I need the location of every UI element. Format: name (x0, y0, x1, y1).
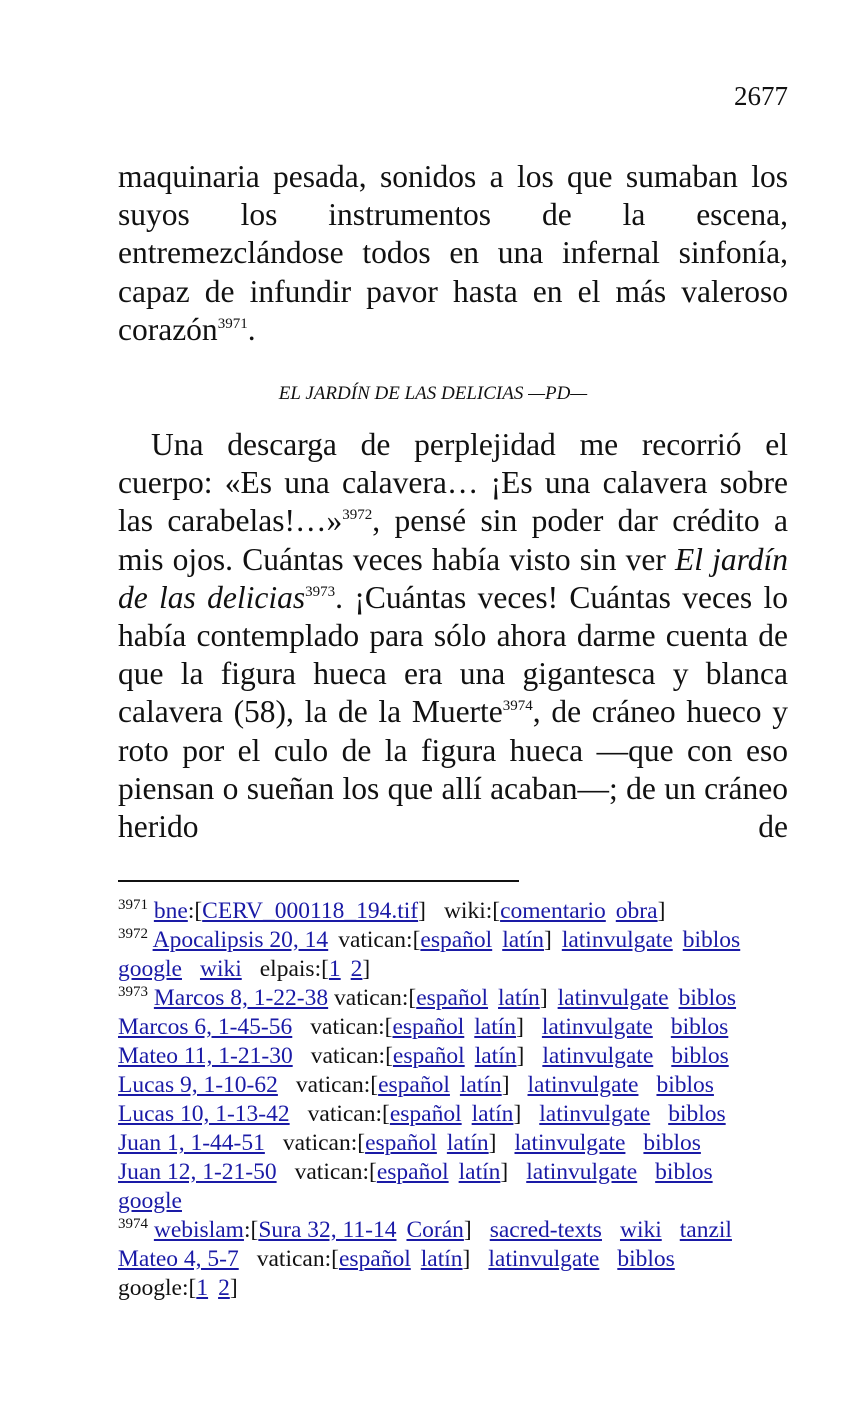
footnote-separator (118, 880, 519, 882)
wiki-link[interactable]: wiki (199, 956, 242, 982)
latinvulgate-link[interactable]: latinvulgate (527, 1072, 639, 1098)
bible-ref-link[interactable]: Juan 12, 1-21-50 (118, 1159, 277, 1185)
latinvulgate-link[interactable]: latinvulgate (557, 985, 669, 1011)
vatican-label: vatican:[ (334, 985, 417, 1011)
vatican-label: vatican:[ (338, 927, 421, 953)
paragraph-2-part-1: Una descarga de perplejidad me recorrió el cuerpo: «Es una calavera… ¡Es una calavera sobre las carabelas!…» (118, 427, 788, 539)
latin-link[interactable]: latín (471, 1101, 514, 1127)
footnote-3972: $^{3972}$ Apocalipsis 20, 14 vatican:[español latín] latinvulgate biblos google wiki elpais:[1 2] (118, 926, 741, 982)
latinvulgate-link[interactable]: latinvulgate (542, 1043, 654, 1069)
elpais-label: elpais:[ (259, 956, 329, 982)
google-link[interactable]: google (118, 1188, 182, 1214)
paragraph-2 (118, 426, 788, 846)
latinvulgate-link[interactable]: latinvulgate (541, 1014, 653, 1040)
bne-link[interactable]: bne (153, 898, 188, 924)
paragraph-1-text: maquinaria pesada, sonidos a los que sumaban los suyos los instrumentos de la escena, entremezclándose todos en una infernal sinfonía, capaz de infundir pavor hasta en el más valeroso corazón (118, 159, 788, 347)
biblos-link[interactable]: biblos (655, 1159, 713, 1185)
vatican-label: vatican:[ (310, 1014, 393, 1040)
vatican-label: vatican:[ (294, 1159, 377, 1185)
footnote-number: 3972 (118, 926, 148, 942)
vatican-label: vatican:[ (295, 1072, 379, 1098)
google-link-1[interactable]: 1 (196, 1275, 209, 1301)
webislam-link[interactable]: webislam (153, 1217, 244, 1243)
sacred-texts-link[interactable]: sacred-texts (489, 1217, 602, 1243)
espanol-link[interactable]: español (392, 1014, 465, 1040)
latin-link[interactable]: latín (498, 985, 540, 1011)
tanzil-link[interactable]: tanzil (679, 1217, 732, 1243)
espanol-link[interactable]: español (378, 1072, 450, 1098)
footnote-3973: $^{3973}$ Marcos 8, 1-22-38 vatican:[español latín] latinvulgate biblos Marcos 6, 1-45-56 vatican:[español latín] latinvulgate biblos Mateo 11, 1-21-30 vatican:[español latín] latinvulgate biblos Lucas 9, 1-10-62 vatican:[español latín] latinvulgate biblos Lucas 10, 1-13-42 vatican:[español latín] latinvulgate biblos Juan 1, 1-44-51 vatican:[español latín] latinvulgate biblos Juan 12, 1-21-50 vatican:[español latín] latinvulgate biblos google (118, 984, 737, 1214)
espanol-link[interactable]: español (392, 1043, 465, 1069)
elpais-link-2[interactable]: 2 (350, 956, 363, 982)
latinvulgate-link[interactable]: latinvulgate (526, 1159, 638, 1185)
biblos-link[interactable]: biblos (668, 1101, 726, 1127)
footnote-ref-3973[interactable]: 3973 (305, 583, 336, 600)
bible-ref-link[interactable]: Apocalipsis 20, 14 (152, 927, 329, 953)
google-link[interactable]: google (118, 956, 182, 982)
latin-link[interactable]: latín (446, 1130, 489, 1156)
espanol-link[interactable]: español (416, 985, 489, 1011)
wiki-label: wiki:[ (443, 898, 501, 924)
footnote-ref-3972[interactable]: 3972 (342, 507, 373, 524)
biblos-link[interactable]: biblos (682, 927, 741, 953)
footnote-ref-3971[interactable]: 3971 (217, 315, 248, 332)
paragraph-1 (118, 158, 788, 349)
espanol-link[interactable]: español (420, 927, 493, 953)
bible-ref-link[interactable]: Lucas 10, 1-13-42 (118, 1101, 290, 1127)
artwork-title: El jardín de las delicias (118, 541, 788, 615)
latin-link[interactable]: latín (458, 1159, 501, 1185)
vatican-label: vatican:[ (307, 1101, 390, 1127)
biblos-link[interactable]: biblos (671, 1043, 729, 1069)
paragraph-2-part-2: , pensé sin poder dar crédito a mis ojos. Cuántas veces había visto sin ver (118, 503, 788, 577)
biblos-link[interactable]: biblos (617, 1246, 675, 1272)
latin-link[interactable]: latín (474, 1014, 517, 1040)
sura-link[interactable]: Sura 32, 11-14 (258, 1217, 397, 1243)
footnote-3971: $^{3971}$ bne:[CERV_000118_194.tif] wiki:[comentario obra] (118, 897, 666, 924)
footnote-number: 3974 (118, 1216, 148, 1232)
paragraph-2-part-3: . ¡Cuántas veces! Cuántas veces lo había contemplado para sólo ahora darme cuenta de que la figura hueca era una gigantesca y blanca calavera (58), la de la Muerte (118, 579, 788, 730)
latinvulgate-link[interactable]: latinvulgate (539, 1101, 651, 1127)
footnote-number: 3973 (118, 984, 148, 1000)
espanol-link[interactable]: español (338, 1246, 411, 1272)
latinvulgate-link[interactable]: latinvulgate (488, 1246, 600, 1272)
bible-ref-link[interactable]: Marcos 6, 1-45-56 (118, 1014, 293, 1040)
bible-ref-link[interactable]: Marcos 8, 1-22-38 (153, 985, 329, 1011)
bible-ref-link[interactable]: Mateo 4, 5-7 (118, 1246, 239, 1272)
tif-link[interactable]: CERV_000118_194.tif (202, 898, 419, 924)
footnotes (118, 897, 788, 1303)
footnote-3974: $^{3974}$ webislam:[Sura 32, 11-14 Corán] sacred-texts wiki tanzil Mateo 4, 5-7 vatican:[español latín] latinvulgate biblos google:[1 2] (118, 1216, 732, 1301)
google-link-2[interactable]: 2 (218, 1275, 230, 1301)
bible-ref-link[interactable]: Mateo 11, 1-21-30 (118, 1043, 293, 1069)
espanol-link[interactable]: español (376, 1159, 449, 1185)
latin-link[interactable]: latín (459, 1072, 502, 1098)
comentario-link[interactable]: comentario (500, 898, 606, 924)
vatican-label: vatican:[ (310, 1043, 393, 1069)
latin-link[interactable]: latín (474, 1043, 517, 1069)
google-label: google:[ (118, 1275, 197, 1301)
vatican-label: vatican:[ (282, 1130, 366, 1156)
footnote-ref-3974[interactable]: 3974 (502, 698, 533, 715)
espanol-link[interactable]: español (389, 1101, 462, 1127)
obra-link[interactable]: obra (615, 898, 658, 924)
biblos-link[interactable]: biblos (670, 1014, 729, 1040)
biblos-link[interactable]: biblos (656, 1072, 714, 1098)
bible-ref-link[interactable]: Juan 1, 1-44-51 (118, 1130, 265, 1156)
paragraph-2-part-4: , de cráneo hueco y roto por el culo de la figura hueca —que con eso piensan o sueñan los que allí acaban—; de un cráneo herido de (118, 694, 788, 845)
bible-ref-link[interactable]: Lucas 9, 1-10-62 (118, 1072, 278, 1098)
vatican-label: vatican:[ (256, 1246, 339, 1272)
footnote-number: 3971 (118, 897, 148, 913)
biblos-link[interactable]: biblos (678, 985, 737, 1011)
latin-link[interactable]: latín (420, 1246, 463, 1272)
wiki-link[interactable]: wiki (619, 1217, 662, 1243)
biblos-link[interactable]: biblos (643, 1130, 701, 1156)
page-number: 2677 (734, 81, 788, 111)
latin-link[interactable]: latín (502, 927, 544, 953)
paragraph-1-tail: . (247, 311, 256, 347)
elpais-link-1[interactable]: 1 (328, 956, 341, 982)
image-caption: EL JARDÍN DE LAS DELICIAS —PD— (278, 383, 588, 404)
coran-link[interactable]: Corán (406, 1217, 464, 1243)
latinvulgate-link[interactable]: latinvulgate (561, 927, 673, 953)
latinvulgate-link[interactable]: latinvulgate (514, 1130, 626, 1156)
espanol-link[interactable]: español (365, 1130, 437, 1156)
